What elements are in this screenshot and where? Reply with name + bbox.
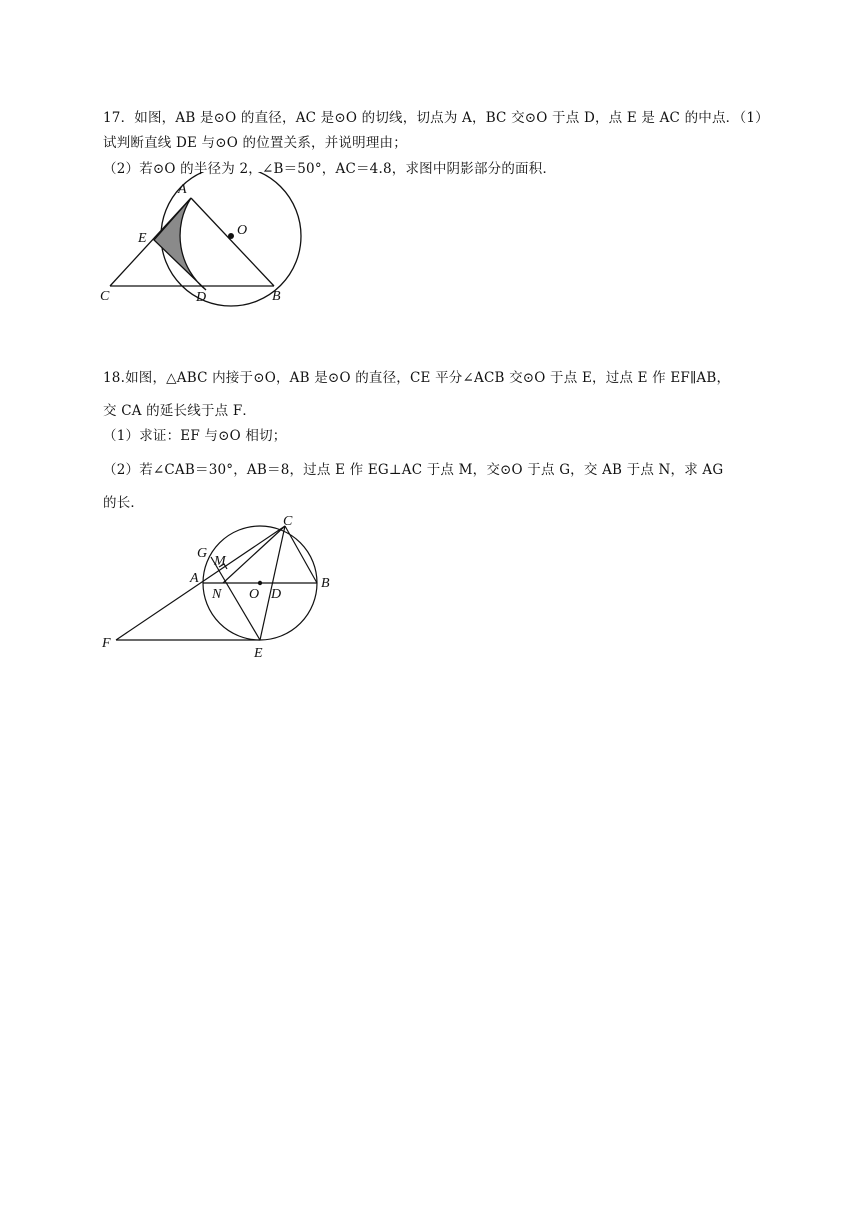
label-o: O bbox=[249, 587, 260, 602]
label-g: G bbox=[197, 546, 208, 561]
segment-nc bbox=[223, 526, 285, 583]
label-f: F bbox=[102, 636, 111, 651]
label-o: O bbox=[237, 223, 248, 238]
center-point-o bbox=[228, 233, 234, 239]
problem17-text-line2: 试判断直线 DE 与⊙O 的位置关系，并说明理由； bbox=[103, 135, 407, 151]
problem18-figure bbox=[98, 512, 338, 662]
label-b: B bbox=[272, 289, 281, 304]
label-e: E bbox=[254, 646, 263, 661]
label-b: B bbox=[321, 576, 330, 591]
label-m: M bbox=[214, 554, 226, 569]
problem18-text-line3: （1）求证：EF 与⊙O 相切； bbox=[103, 428, 287, 444]
label-a: A bbox=[178, 182, 187, 197]
label-a: A bbox=[190, 571, 199, 586]
problem18-text-line5: 的长． bbox=[103, 495, 145, 511]
label-d: D bbox=[271, 587, 282, 602]
shaded-region bbox=[154, 198, 206, 290]
label-e: E bbox=[138, 231, 147, 246]
problem17-figure bbox=[98, 172, 313, 307]
problem17-text-line1: 17．如图，AB 是⊙O 的直径，AC 是⊙O 的切线，切点为 A，BC 交⊙O 于点 D，点 E 是 AC 的中点．（1） bbox=[103, 110, 769, 126]
label-c: C bbox=[283, 514, 293, 529]
problem18-text-line2: 交 CA 的延长线于点 F． bbox=[103, 403, 257, 419]
problem17-text-line3: （2）若⊙O 的半径为 2，∠B＝50°，AC＝4.8，求图中阴影部分的面积． bbox=[103, 161, 557, 177]
segment-cb bbox=[285, 526, 317, 583]
problem18-text-line4: （2）若∠CAB＝30°，AB＝8，过点 E 作 EG⊥AC 于点 M，交⊙O 于点 G，交 AB 于点 N，求 AG bbox=[103, 462, 724, 478]
label-c: C bbox=[100, 289, 110, 304]
center-point-o bbox=[258, 581, 262, 585]
segment-ab bbox=[191, 198, 274, 286]
label-d: D bbox=[196, 290, 207, 305]
problem18-text-line1: 18.如图，△ABC 内接于⊙O，AB 是⊙O 的直径，CE 平分∠ACB 交⊙O 于点 E，过点 E 作 EF∥AB， bbox=[103, 370, 731, 386]
label-n: N bbox=[212, 587, 222, 602]
